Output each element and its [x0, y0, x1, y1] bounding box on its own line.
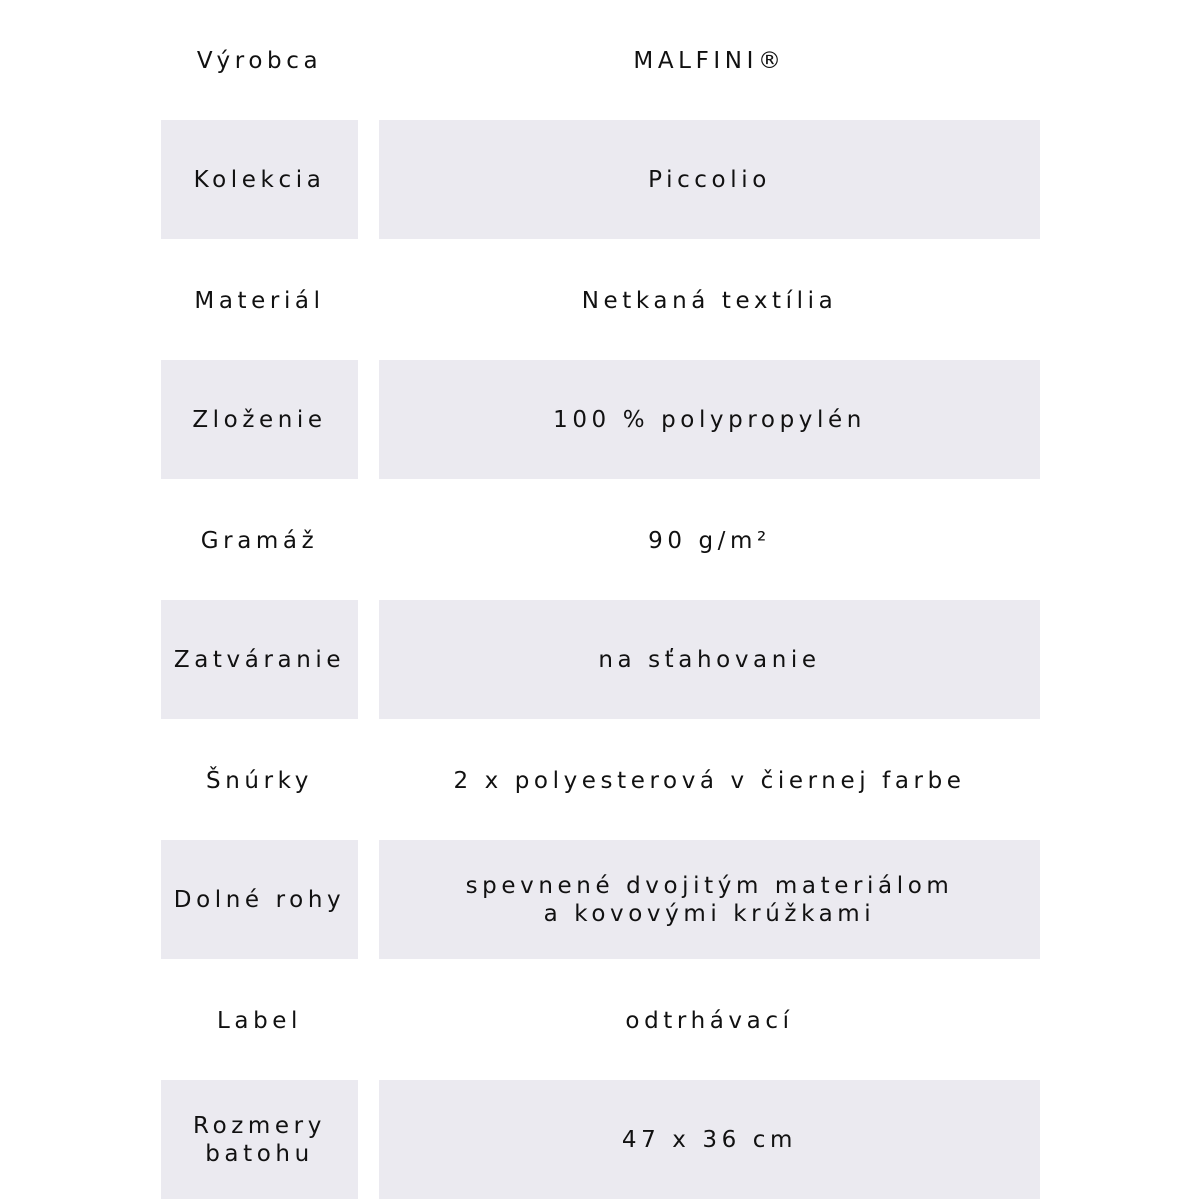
- spec-row-closure: [0, 600, 1200, 720]
- spec-value: na sťahovanie: [379, 600, 1040, 719]
- spec-label: Zloženie: [161, 360, 358, 479]
- spec-value: 47 x 36 cm: [379, 1080, 1040, 1199]
- spec-value: 90 g/m²: [648, 527, 771, 554]
- spec-row-collection: [0, 120, 1200, 240]
- spec-label: Zatváranie: [161, 600, 358, 719]
- spec-label: Kolekcia: [161, 120, 358, 239]
- spec-value: odtrhávací: [625, 1007, 794, 1034]
- spec-row-weight: [0, 480, 1200, 600]
- spec-label: Materiál: [194, 287, 325, 314]
- spec-row-bottom-corners: [0, 840, 1200, 960]
- spec-row-dimensions: [0, 1080, 1200, 1200]
- spec-row-manufacturer: [0, 0, 1200, 120]
- spec-row-label: [0, 960, 1200, 1080]
- spec-value: Netkaná textília: [581, 287, 838, 314]
- spec-label: Rozmery batohu: [161, 1080, 358, 1199]
- spec-row-composition: [0, 360, 1200, 480]
- spec-label: Šnúrky: [206, 767, 313, 794]
- spec-label: Dolné rohy: [161, 840, 358, 959]
- spec-value: Piccolio: [379, 120, 1040, 239]
- spec-label: Výrobca: [196, 47, 323, 74]
- spec-value: MALFINI®: [633, 47, 786, 74]
- spec-value: spevnené dvojitým materiálom a kovovými krúžkami: [379, 840, 1040, 959]
- spec-value: 2 x polyesterová v čiernej farbe: [453, 767, 966, 794]
- spec-label: Label: [216, 1007, 303, 1034]
- spec-row-material: [0, 240, 1200, 360]
- spec-row-cords: [0, 720, 1200, 840]
- spec-label: Gramáž: [200, 527, 319, 554]
- spec-value: 100 % polypropylén: [379, 360, 1040, 479]
